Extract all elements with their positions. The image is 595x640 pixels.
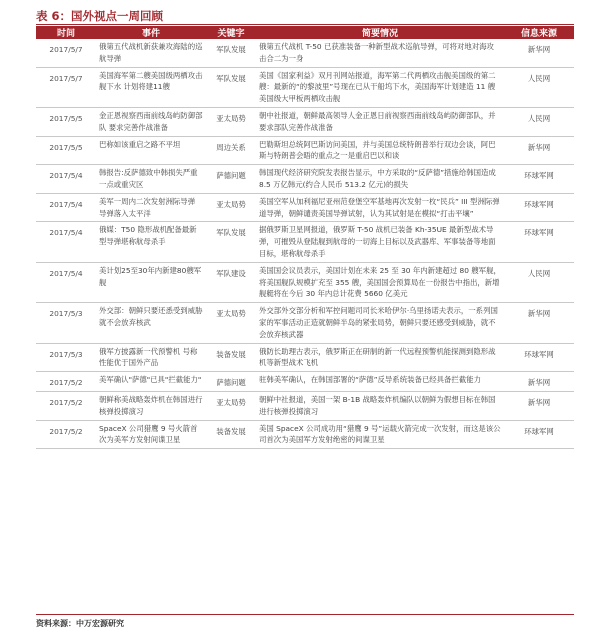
table-header [36,26,574,39]
title-rule [36,24,574,25]
cell-source: 新华网 [504,303,574,343]
table-row [36,67,574,107]
cell-event: 巴称如该重启之路不平坦 [96,136,206,165]
cell-keyword: 亚太局势 [206,391,256,420]
cell-event: 朝鲜称美战略轰炸机在韩国进行核弹投掷演习 [96,391,206,420]
cell-summary: 美国 SpaceX 公司成功用“猎鹰 9 号”运载火箭完成一次发射，而这是该公司首次为美国军方发射绝密的间谍卫星 [256,420,504,449]
cell-event: 俄第五代战机新获兼攻海陆的巡航导弹 [96,39,206,67]
table-row [36,136,574,165]
cell-keyword: 军队发展 [206,67,256,107]
cell-summary: 韩国现代经济研究院发表报告显示，中方采取的“反萨德”措施给韩国造成 8.5 万亿韩元(约合人民币 513.2 亿元)的损失 [256,165,504,194]
cell-summary: 朝中社报道，朝鲜最高领导人金正恩日前视察西南前线岛屿防御部队，并要求部队完善作战准备 [256,107,504,136]
cell-event: 俄媒：T50 隐形战机配备最新型导弹堪称航母杀手 [96,222,206,262]
cell-date: 2017/5/7 [36,67,96,107]
cell-event: 金正恩视察西南前线岛屿防御部队 要求完善作战准备 [96,107,206,136]
table-row [36,372,574,392]
table-row [36,303,574,343]
cell-summary: 巴勒斯坦总统阿巴斯访问美国，并与美国总统特朗普举行双边会谈，阿巴斯与特朗普会晤的重点之一是重启巴以和谈 [256,136,504,165]
cell-source: 环球军网 [504,193,574,222]
cell-keyword: 装备发展 [206,420,256,449]
table-row [36,391,574,420]
cell-keyword: 亚太局势 [206,303,256,343]
cell-date: 2017/5/4 [36,222,96,262]
cell-event: 外交部：朝鲜只要还悉受到威胁 就不会放弃核武 [96,303,206,343]
cell-source: 人民网 [504,67,574,107]
cell-keyword: 萨德问题 [206,372,256,392]
table-row [36,39,574,67]
header-source: 信息来源 [504,26,574,39]
cell-keyword: 军队发展 [206,39,256,67]
header-keyword: 关键字 [206,26,256,39]
cell-date: 2017/5/2 [36,391,96,420]
header-event: 事件 [96,26,206,39]
cell-event: 俄军方披露新一代预警机 号称性能优于国外产品 [96,343,206,372]
cell-summary: 驻韩美军确认，在韩国部署的“萨德”反导系统装备已经具备拦截能力 [256,372,504,392]
cell-date: 2017/5/4 [36,262,96,302]
table-row [36,222,574,262]
cell-date: 2017/5/4 [36,193,96,222]
table-row [36,343,574,372]
cell-source: 人民网 [504,107,574,136]
cell-source: 新华网 [504,391,574,420]
cell-source: 新华网 [504,372,574,392]
table-row [36,107,574,136]
cell-event: 美军确认"萨德"已具"拦截能力" [96,372,206,392]
cell-summary: 美国国会议员表示，美国计划在未来 25 至 30 年内新建超过 80 艘军舰，将美国舰队规模扩充至 355 艘，美国国会预算局在一份报告中指出，新增舰艇将在今后 30 年内总计花费 5660 亿美元 [256,262,504,302]
cell-source: 新华网 [504,39,574,67]
cell-summary: 俄防长助理古表示，俄罗斯正在研制的新一代远程预警机能探测到隐形战机等新型战术飞机 [256,343,504,372]
news-table [36,26,574,449]
cell-keyword: 亚太局势 [206,107,256,136]
table-row [36,262,574,302]
table-row [36,193,574,222]
cell-date: 2017/5/2 [36,420,96,449]
cell-date: 2017/5/5 [36,136,96,165]
cell-date: 2017/5/5 [36,107,96,136]
cell-source: 人民网 [504,262,574,302]
table-row [36,165,574,194]
cell-event: 美计划25至30年内新建80艘军舰 [96,262,206,302]
cell-date: 2017/5/2 [36,372,96,392]
cell-date: 2017/5/7 [36,39,96,67]
table-body [36,39,574,449]
cell-summary: 美国空军从加利福尼亚州范登堡空军基地再次发射一枚“民兵” III 型洲际弹道导弹，朝鲜谴责美国导弹试射，认为其试射是在模拟“打击平壤” [256,193,504,222]
cell-summary: 俄第五代战机 T-50 已获准装备一种新型战术巡航导弹，可将对地对海攻击合二为一身 [256,39,504,67]
header-summary: 简要情况 [256,26,504,39]
source-note: 资料来源：中万宏源研究 [36,614,574,629]
cell-keyword: 萨德问题 [206,165,256,194]
cell-event: SpaceX 公司猎鹰 9 号火箭首次为美军方发射间谍卫星 [96,420,206,449]
cell-keyword: 亚太局势 [206,193,256,222]
header-date: 时间 [36,26,96,39]
cell-keyword: 军队发展 [206,222,256,262]
cell-keyword: 装备发展 [206,343,256,372]
cell-source: 环球军网 [504,222,574,262]
cell-date: 2017/5/4 [36,165,96,194]
cell-source: 环球军网 [504,343,574,372]
cell-event: 美国海军第二艘美国级两栖攻击舰下水 计划将建11艘 [96,67,206,107]
cell-summary: 朝鲜中社报道，美国一架 B-1B 战略轰炸机编队以朝鲜为假想目标在韩国进行核弹投掷演习 [256,391,504,420]
cell-summary: 外交部外交部分析和军控问题司司长米哈伊尔·乌里扬诺夫表示，一系列国家的军事活动正造就朝鲜半岛的紧张局势，朝鲜只要还感受到威胁，就不会放弃核武器 [256,303,504,343]
header-row [36,26,574,39]
cell-keyword: 军队建设 [206,262,256,302]
cell-source: 环球军网 [504,420,574,449]
cell-summary: 据俄罗斯卫星网报道，俄罗斯 T-50 战机已装备 Kh-35UE 最新型战术导弹，可摧毁从登陆舰到航母的一切海上目标以及武器库、军事装备等地面目标，堪称航母杀手 [256,222,504,262]
cell-event: 美军一周内二次发射洲际导弹 导弹落入太平洋 [96,193,206,222]
cell-source: 环球军网 [504,165,574,194]
cell-summary: 美国《国家利益》双月刊网站报道，海军第二代两栖攻击舰美国级的第二艘：最新的“的黎波里”号现在已从干船坞下水，美国海军计划建造 11 艘美国级大甲板两栖攻击舰 [256,67,504,107]
table-title: 表 6：国外视点一周回顾 [36,9,164,23]
cell-date: 2017/5/3 [36,303,96,343]
cell-keyword: 周边关系 [206,136,256,165]
cell-source: 新华网 [504,136,574,165]
cell-event: 韩报告:反萨德致中韩损失严重 一点或重灾区 [96,165,206,194]
cell-date: 2017/5/3 [36,343,96,372]
table-row [36,420,574,449]
